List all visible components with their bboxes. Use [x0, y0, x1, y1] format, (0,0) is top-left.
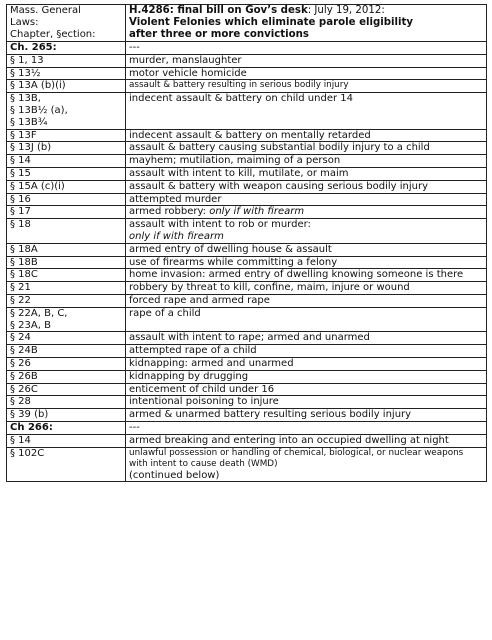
description-cell [126, 142, 487, 155]
table-row [7, 193, 487, 206]
description-cell [126, 447, 487, 481]
section-label: § 14 [10, 434, 31, 446]
offense-description: unlawful possession or handling of chemical, biological, or nuclear weapons with intent to cause death (WMD) [129, 447, 464, 469]
section-cell [7, 396, 126, 409]
table-row [7, 129, 487, 142]
table-row [7, 42, 487, 55]
description-cell [126, 357, 487, 370]
section-label: § 13½ [10, 67, 41, 79]
table-row [7, 294, 487, 307]
section-cell [7, 180, 126, 193]
section-label: § 18C [10, 269, 38, 281]
offense-description: use of firearms while committing a felony [129, 256, 338, 268]
offense-description: forced rape and armed rape [129, 294, 270, 306]
header-left-line: Mass. General [10, 5, 81, 16]
section-cell [7, 219, 126, 244]
section-label: § 16 [10, 193, 31, 205]
section-label: § 13B½ (a), [10, 104, 68, 116]
table-row [7, 421, 487, 434]
section-cell [7, 155, 126, 168]
section-cell [7, 282, 126, 295]
offense-description: armed breaking and entering into an occupied dwelling at night [129, 434, 449, 446]
section-label: Ch 266: [10, 421, 53, 433]
table-title-line-1: Violent Felonies which eliminate parole eligibility [129, 17, 414, 28]
section-label: § 1, 13 [10, 54, 44, 66]
section-cell [7, 332, 126, 345]
table-row [7, 370, 487, 383]
table-header-row [7, 5, 487, 42]
table-row [7, 434, 487, 447]
description-cell [126, 396, 487, 409]
description-cell [126, 180, 487, 193]
section-label: § 26 [10, 357, 31, 369]
offense-description: assault & battery resulting in serious bodily injury [129, 80, 349, 91]
section-label: § 14 [10, 155, 31, 167]
offense-description: assault & battery with weapon causing serious bodily injury [129, 180, 429, 192]
table-row [7, 332, 487, 345]
description-cell [126, 167, 487, 180]
table-row [7, 155, 487, 168]
table-row [7, 269, 487, 282]
bill-title: H.4286: final bill on Gov’s desk [129, 5, 308, 16]
description-cell [126, 206, 487, 219]
section-label: § 18 [10, 219, 31, 231]
offense-description: armed & unarmed battery resulting serious bodily injury [129, 409, 412, 421]
table-title-line-2: after three or more convictions [129, 29, 309, 40]
offense-description: kidnapping: armed and unarmed [129, 357, 294, 369]
table-row [7, 307, 487, 332]
offense-description: enticement of child under 16 [129, 383, 275, 395]
offense-description: rape of a child [129, 307, 201, 319]
table-row [7, 93, 487, 129]
header-left-line: Laws: [10, 17, 39, 28]
table-row [7, 409, 487, 422]
offense-description: --- [129, 42, 140, 53]
offense-description: assault with intent to rob or murder: [129, 219, 311, 231]
section-label: § 17 [10, 206, 31, 218]
section-label: § 15A (c)(i) [10, 180, 65, 192]
table-row [7, 447, 487, 481]
section-label: § 13J (b) [10, 142, 52, 154]
description-cell [126, 129, 487, 142]
description-cell [126, 80, 487, 93]
section-label: § 18A [10, 243, 38, 255]
section-cell [7, 434, 126, 447]
offense-description: murder, manslaughter [129, 54, 242, 66]
offense-description: home invasion: armed entry of dwelling knowing someone is there [129, 269, 464, 281]
section-cell [7, 167, 126, 180]
description-cell [126, 42, 487, 55]
section-cell [7, 42, 126, 55]
description-cell [126, 307, 487, 332]
table-row [7, 219, 487, 244]
description-cell [126, 256, 487, 269]
bill-date: : July 19, 2012: [307, 5, 385, 16]
description-cell [126, 434, 487, 447]
table-row [7, 54, 487, 67]
offense-description: mayhem; mutilation, maiming of a person [129, 155, 341, 167]
description-cell [126, 370, 487, 383]
table-row [7, 282, 487, 295]
section-label: § 18B [10, 256, 38, 268]
description-cell [126, 93, 487, 129]
offense-description: armed entry of dwelling house & assault [129, 243, 332, 255]
section-label: § 13B, [10, 93, 41, 105]
section-cell [7, 256, 126, 269]
section-cell [7, 67, 126, 80]
table-row [7, 396, 487, 409]
offense-description: motor vehicle homicide [129, 67, 247, 79]
section-cell [7, 294, 126, 307]
description-cell [126, 421, 487, 434]
section-label: § 24B [10, 345, 38, 357]
offense-description: kidnapping by drugging [129, 370, 249, 382]
continued-note: (continued below) [129, 469, 220, 481]
section-cell [7, 383, 126, 396]
section-label: § 15 [10, 167, 31, 179]
table-row [7, 180, 487, 193]
table-row [7, 80, 487, 93]
description-cell [126, 294, 487, 307]
offense-description: indecent assault & battery on mentally retarded [129, 129, 371, 141]
section-cell [7, 243, 126, 256]
table-row [7, 383, 487, 396]
description-cell [126, 219, 487, 244]
offense-description: attempted murder [129, 193, 222, 205]
table-row [7, 67, 487, 80]
offense-description: intentional poisoning to injure [129, 396, 279, 408]
section-label: § 102C [10, 447, 45, 459]
section-cell [7, 93, 126, 129]
section-cell [7, 269, 126, 282]
section-cell [7, 447, 126, 481]
description-cell [126, 282, 487, 295]
firearm-qualifier: only if with firearm [129, 230, 224, 242]
section-cell [7, 206, 126, 219]
violent-felonies-table [6, 4, 487, 482]
table-row [7, 167, 487, 180]
section-cell [7, 409, 126, 422]
offense-description: assault with intent to kill, mutilate, or maim [129, 167, 349, 179]
offense-description: assault & battery causing substantial bodily injury to a child [129, 142, 430, 154]
table-row [7, 243, 487, 256]
description-cell [126, 409, 487, 422]
section-label: § 26B [10, 370, 38, 382]
section-label: § 13F [10, 129, 37, 141]
section-cell [7, 193, 126, 206]
section-label: § 24 [10, 332, 31, 344]
table-row [7, 206, 487, 219]
section-label: § 22A, B, C, [10, 307, 68, 319]
section-label: § 13A (b)(i) [10, 80, 66, 92]
description-cell [126, 193, 487, 206]
section-cell [7, 142, 126, 155]
section-label: § 39 (b) [10, 409, 49, 421]
section-label: § 13B¾ [10, 116, 48, 128]
table-row [7, 142, 487, 155]
section-label: § 28 [10, 396, 31, 408]
section-cell [7, 80, 126, 93]
description-cell [126, 54, 487, 67]
section-cell [7, 307, 126, 332]
table-row [7, 256, 487, 269]
description-cell [126, 345, 487, 358]
header-right-cell [126, 5, 487, 42]
section-label: § 21 [10, 282, 31, 294]
table-row [7, 357, 487, 370]
header-left-cell [7, 5, 126, 42]
description-cell [126, 269, 487, 282]
firearm-qualifier: only if with firearm [209, 206, 305, 218]
section-label: § 26C [10, 383, 38, 395]
table-row [7, 345, 487, 358]
offense-description: --- [129, 421, 140, 433]
offense-description: armed robbery: [129, 206, 210, 218]
offense-description: robbery by threat to kill, confine, maim, injure or wound [129, 282, 410, 294]
section-cell [7, 345, 126, 358]
description-cell [126, 243, 487, 256]
section-cell [7, 421, 126, 434]
section-cell [7, 370, 126, 383]
description-cell [126, 67, 487, 80]
section-label: § 23A, B [10, 319, 51, 331]
offense-description: indecent assault & battery on child under 14 [129, 93, 353, 105]
offense-description: assault with intent to rape; armed and unarmed [129, 332, 370, 344]
section-cell [7, 54, 126, 67]
offense-description: attempted rape of a child [129, 345, 257, 357]
header-left-line: Chapter, §ection: [10, 29, 96, 40]
section-label: § 22 [10, 294, 31, 306]
section-label: Ch. 265: [10, 42, 57, 53]
section-cell [7, 129, 126, 142]
description-cell [126, 332, 487, 345]
section-cell [7, 357, 126, 370]
description-cell [126, 383, 487, 396]
description-cell [126, 155, 487, 168]
